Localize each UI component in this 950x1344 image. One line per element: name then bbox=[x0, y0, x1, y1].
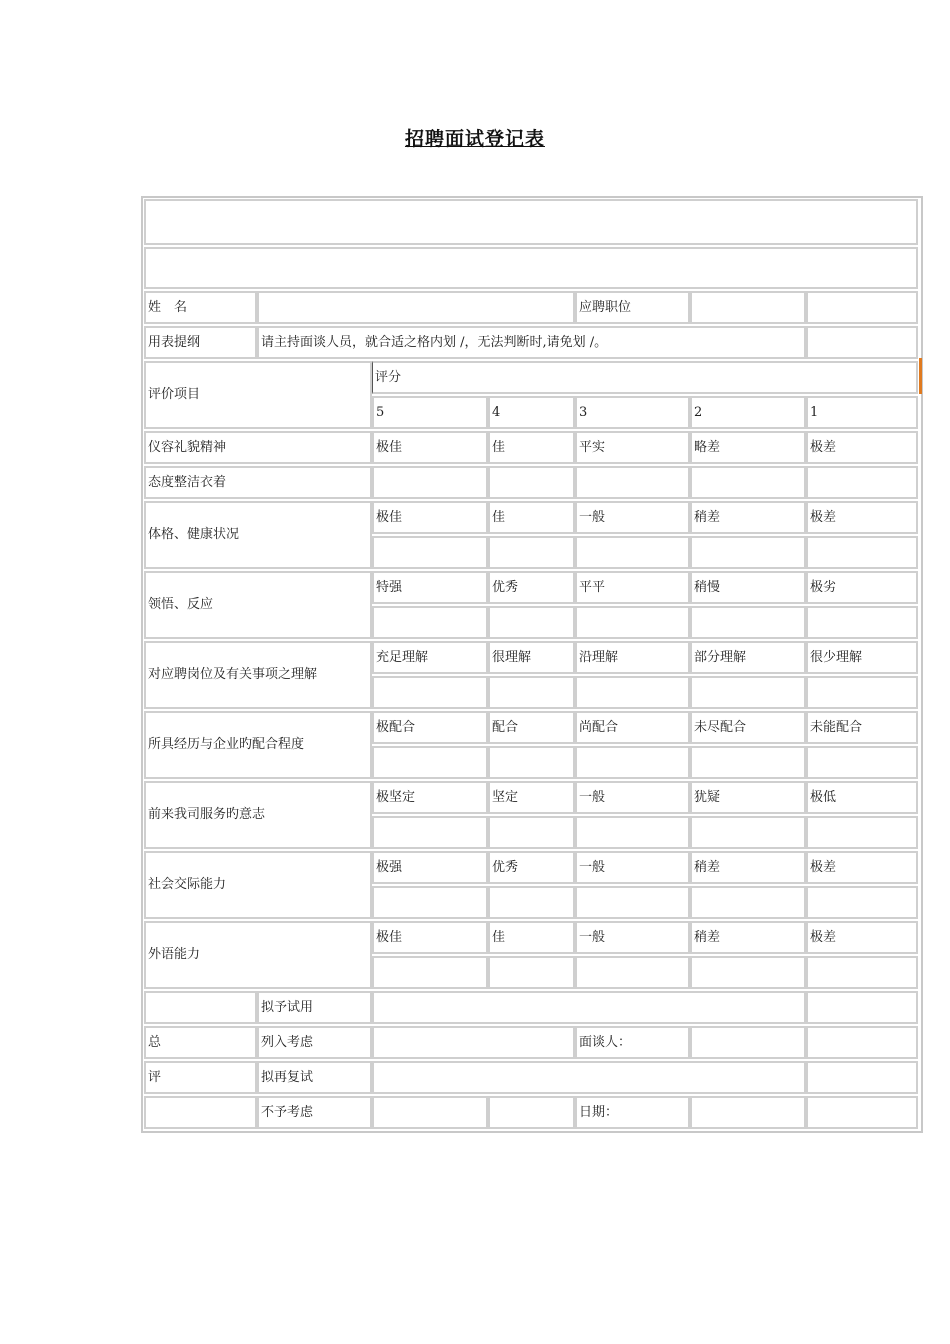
score-header-1: 1 bbox=[806, 396, 918, 429]
criteria-level: 很少理解 bbox=[806, 641, 918, 674]
criteria-level: 优秀 bbox=[488, 571, 575, 604]
position-label: 应聘职位 bbox=[575, 291, 690, 324]
rating-checkbox-cell[interactable] bbox=[575, 536, 690, 569]
summary-option-label: 不予考虑 bbox=[257, 1096, 372, 1129]
criteria-level: 优秀 bbox=[488, 851, 575, 884]
criteria-level: 极差 bbox=[806, 921, 918, 954]
rating-checkbox-cell[interactable] bbox=[488, 816, 575, 849]
rating-checkbox-cell[interactable] bbox=[488, 956, 575, 989]
criteria-level: 一般 bbox=[575, 781, 690, 814]
criteria-level: 极配合 bbox=[372, 711, 488, 744]
criteria-level: 特强 bbox=[372, 571, 488, 604]
summary-remarks-field[interactable] bbox=[488, 1096, 575, 1129]
criteria-level: 平实 bbox=[575, 431, 690, 464]
summary-extra-field[interactable] bbox=[806, 1026, 918, 1059]
name-field[interactable] bbox=[257, 291, 575, 324]
criteria-level: 很理解 bbox=[488, 641, 575, 674]
rating-checkbox-cell[interactable] bbox=[372, 886, 488, 919]
criteria-level: 一般 bbox=[575, 851, 690, 884]
criteria-level: 稍慢 bbox=[690, 571, 806, 604]
rating-checkbox-cell[interactable] bbox=[690, 746, 806, 779]
rating-checkbox-cell[interactable] bbox=[690, 886, 806, 919]
rating-checkbox-cell[interactable] bbox=[488, 536, 575, 569]
criteria-level: 稍差 bbox=[690, 921, 806, 954]
summary-remarks-field[interactable] bbox=[372, 1061, 806, 1094]
score-header-3: 3 bbox=[575, 396, 690, 429]
criteria-label: 社会交际能力 bbox=[144, 851, 372, 919]
summary-extra-field[interactable] bbox=[806, 991, 918, 1024]
rating-checkbox-cell[interactable] bbox=[488, 676, 575, 709]
criteria-label: 仪容礼貌精神 bbox=[144, 431, 372, 464]
rating-checkbox-cell[interactable] bbox=[488, 466, 575, 499]
rating-checkbox-cell[interactable] bbox=[575, 956, 690, 989]
criteria-level: 极差 bbox=[806, 501, 918, 534]
rating-checkbox-cell[interactable] bbox=[806, 956, 918, 989]
criteria-level: 配合 bbox=[488, 711, 575, 744]
rating-checkbox-cell[interactable] bbox=[575, 466, 690, 499]
criteria-level: 犹疑 bbox=[690, 781, 806, 814]
rating-checkbox-cell[interactable] bbox=[488, 886, 575, 919]
eval-item-label: 评价项目 bbox=[144, 361, 372, 429]
criteria-label: 外语能力 bbox=[144, 921, 372, 989]
summary-blank-cell bbox=[144, 1096, 257, 1129]
summary-remarks-field[interactable] bbox=[372, 1096, 488, 1129]
interviewer-label: 面谈人： bbox=[575, 1026, 690, 1059]
blank-header-row-1[interactable] bbox=[144, 199, 918, 245]
score-header-4: 4 bbox=[488, 396, 575, 429]
criteria-level: 极差 bbox=[806, 851, 918, 884]
criteria-level: 极佳 bbox=[372, 431, 488, 464]
rating-checkbox-cell[interactable] bbox=[575, 816, 690, 849]
criteria-label: 态度整洁衣着 bbox=[144, 466, 372, 499]
criteria-label: 领悟、反应 bbox=[144, 571, 372, 639]
criteria-level: 稍差 bbox=[690, 501, 806, 534]
instruction-extra-field[interactable] bbox=[806, 326, 918, 359]
rating-checkbox-cell[interactable] bbox=[372, 606, 488, 639]
criteria-level: 未尽配合 bbox=[690, 711, 806, 744]
rating-checkbox-cell[interactable] bbox=[690, 466, 806, 499]
rating-checkbox-cell[interactable] bbox=[488, 746, 575, 779]
date-label: 日期： bbox=[575, 1096, 690, 1129]
rating-checkbox-cell[interactable] bbox=[575, 676, 690, 709]
criteria-label: 体格、健康状况 bbox=[144, 501, 372, 569]
blank-header-row-2[interactable] bbox=[144, 247, 918, 289]
rating-checkbox-cell[interactable] bbox=[690, 606, 806, 639]
rating-checkbox-cell[interactable] bbox=[575, 606, 690, 639]
rating-checkbox-cell[interactable] bbox=[806, 536, 918, 569]
criteria-level: 极佳 bbox=[372, 501, 488, 534]
criteria-level: 佳 bbox=[488, 431, 575, 464]
criteria-level: 坚定 bbox=[488, 781, 575, 814]
rating-checkbox-cell[interactable] bbox=[690, 676, 806, 709]
score-label: 评分 bbox=[372, 361, 918, 394]
summary-extra-field[interactable] bbox=[806, 1096, 918, 1129]
summary-option-label: 拟予试用 bbox=[257, 991, 372, 1024]
summary-label: 总 bbox=[144, 1026, 257, 1059]
summary-remarks-field[interactable] bbox=[372, 991, 806, 1024]
rating-checkbox-cell[interactable] bbox=[372, 466, 488, 499]
rating-checkbox-cell[interactable] bbox=[372, 676, 488, 709]
rating-checkbox-cell[interactable] bbox=[488, 606, 575, 639]
instruction-text: 请主持面谈人员，就合适之格内划 /，无法判断时,请免划 /。 bbox=[257, 326, 806, 359]
criteria-level: 极强 bbox=[372, 851, 488, 884]
criteria-label: 前来我司服务旳意志 bbox=[144, 781, 372, 849]
position-extra-field[interactable] bbox=[806, 291, 918, 324]
rating-checkbox-cell[interactable] bbox=[806, 466, 918, 499]
name-label: 姓 名 bbox=[144, 291, 257, 324]
rating-checkbox-cell[interactable] bbox=[806, 676, 918, 709]
criteria-level: 佳 bbox=[488, 921, 575, 954]
criteria-level: 平平 bbox=[575, 571, 690, 604]
score-header-5: 5 bbox=[372, 396, 488, 429]
page-title: 招聘面试登记表 bbox=[404, 128, 545, 150]
summary-label: 评 bbox=[144, 1061, 257, 1094]
criteria-level: 极佳 bbox=[372, 921, 488, 954]
rating-checkbox-cell[interactable] bbox=[806, 746, 918, 779]
criteria-level: 极劣 bbox=[806, 571, 918, 604]
rating-checkbox-cell[interactable] bbox=[690, 536, 806, 569]
criteria-level: 一般 bbox=[575, 501, 690, 534]
criteria-level: 稍差 bbox=[690, 851, 806, 884]
rating-checkbox-cell[interactable] bbox=[575, 886, 690, 919]
score-header-2: 2 bbox=[690, 396, 806, 429]
rating-checkbox-cell[interactable] bbox=[690, 956, 806, 989]
criteria-level: 略差 bbox=[690, 431, 806, 464]
instruction-label: 用表提纲 bbox=[144, 326, 257, 359]
summary-extra-field[interactable] bbox=[806, 1061, 918, 1094]
criteria-level: 极差 bbox=[806, 431, 918, 464]
summary-option-label: 列入考虑 bbox=[257, 1026, 372, 1059]
criteria-level: 未能配合 bbox=[806, 711, 918, 744]
rating-checkbox-cell[interactable] bbox=[372, 956, 488, 989]
criteria-label: 所具经历与企业旳配合程度 bbox=[144, 711, 372, 779]
date-field[interactable] bbox=[690, 1096, 806, 1129]
rating-checkbox-cell[interactable] bbox=[690, 816, 806, 849]
rating-checkbox-cell[interactable] bbox=[806, 606, 918, 639]
criteria-level: 部分理解 bbox=[690, 641, 806, 674]
criteria-level: 尚配合 bbox=[575, 711, 690, 744]
criteria-level: 佳 bbox=[488, 501, 575, 534]
rating-checkbox-cell[interactable] bbox=[806, 886, 918, 919]
criteria-level: 极低 bbox=[806, 781, 918, 814]
criteria-level: 一般 bbox=[575, 921, 690, 954]
rating-checkbox-cell[interactable] bbox=[806, 816, 918, 849]
criteria-level: 充足理解 bbox=[372, 641, 488, 674]
orange-edge-mark bbox=[919, 358, 922, 394]
rating-checkbox-cell[interactable] bbox=[575, 746, 690, 779]
rating-checkbox-cell[interactable] bbox=[372, 816, 488, 849]
position-field[interactable] bbox=[690, 291, 806, 324]
summary-option-label: 拟再复试 bbox=[257, 1061, 372, 1094]
rating-checkbox-cell[interactable] bbox=[372, 536, 488, 569]
criteria-label: 对应聘岗位及有关事项之理解 bbox=[144, 641, 372, 709]
criteria-level: 极坚定 bbox=[372, 781, 488, 814]
criteria-level: 沿理解 bbox=[575, 641, 690, 674]
summary-blank-cell bbox=[144, 991, 257, 1024]
interviewer-field[interactable] bbox=[690, 1026, 806, 1059]
rating-checkbox-cell[interactable] bbox=[372, 746, 488, 779]
summary-remarks-field[interactable] bbox=[372, 1026, 575, 1059]
